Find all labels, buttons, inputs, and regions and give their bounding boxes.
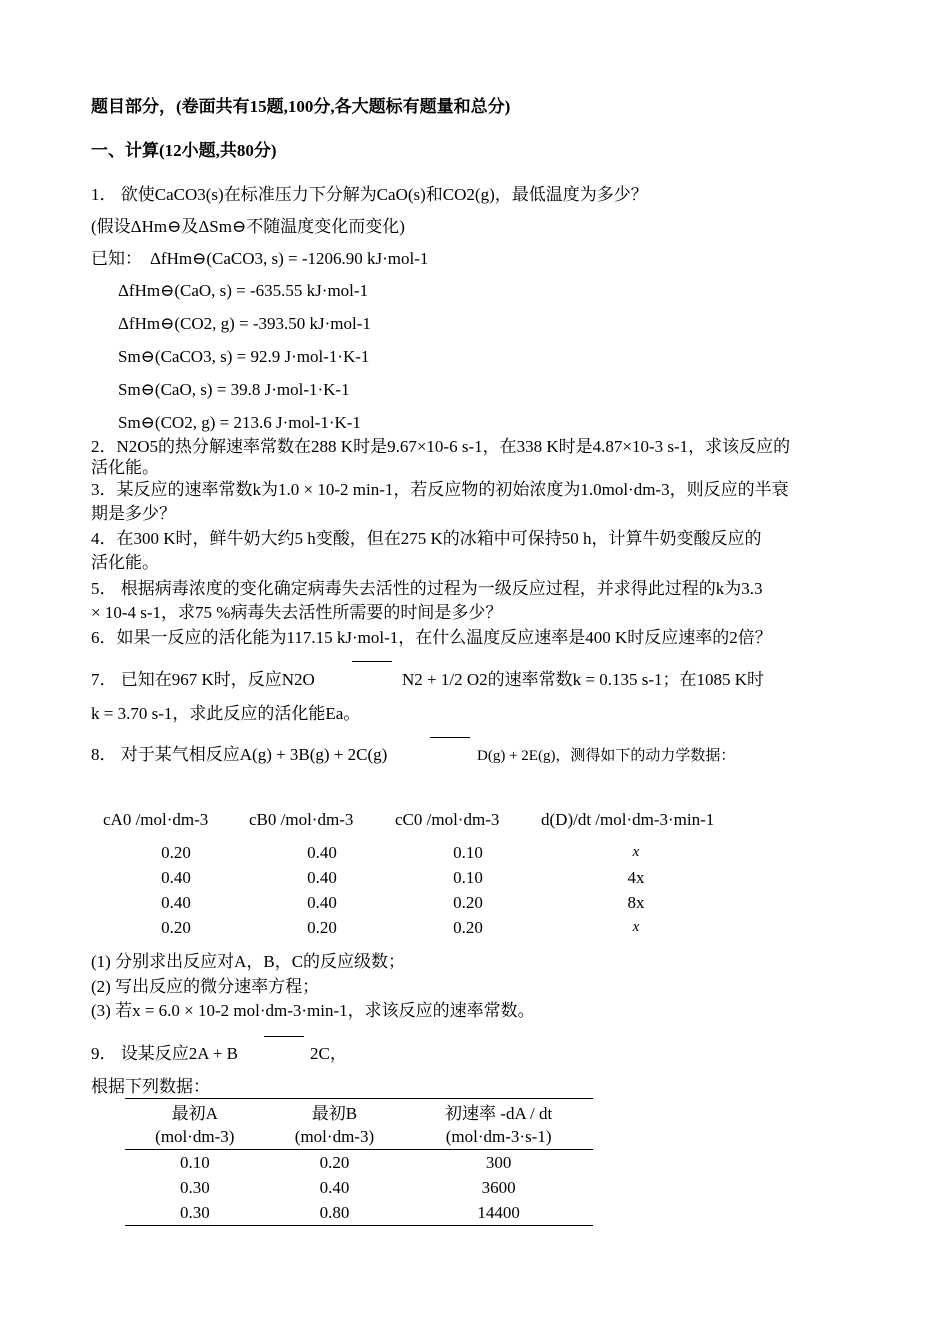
q3-line2: 期是多少？ — [91, 504, 176, 523]
table-cell: x — [632, 919, 640, 935]
table-cell: 0.30 — [179, 1177, 210, 1197]
q3-line1: 3．某反应的速率常数k为1.0 × 10-2 min-1，若反应物的初始浓度为1.0mol·dm-3，则反应的半衰 — [91, 480, 789, 499]
table-cell: 0.20 — [161, 842, 191, 862]
table-cell: 14400 — [477, 1202, 520, 1222]
q8-part1: (1) 分别求出反应对A，B，C的反应级数； — [91, 952, 406, 971]
table-cell: 0.20 — [319, 1152, 350, 1172]
q1-data-3: ΔfHm⊖(CO2, g) = -393.50 kJ·mol-1 — [118, 314, 371, 333]
table-cell: 0.20 — [453, 917, 483, 937]
table-cell: 8x — [627, 892, 645, 912]
q9-line1-b: 2C， — [310, 1044, 347, 1063]
table-cell: 0.40 — [307, 867, 337, 887]
col-unit: (mol·dm-3) — [125, 1124, 265, 1150]
kinetics-data-table — [103, 800, 731, 940]
table-cell: 0.80 — [319, 1202, 350, 1222]
initial-rate-table — [125, 1098, 593, 1226]
q7-line2: k = 3.70 s-1，求此反应的活化能Ea。 — [91, 704, 361, 723]
q2-line1: 2．N2O5的热分解速率常数在288 K时是9.67×10-6 s-1，在338 K时是4.87×10-3 s-1，求该反应的 — [91, 437, 791, 456]
col-header-rate: d(D)/dt /mol·dm-3·min-1 — [541, 810, 715, 829]
q1-data-1: ΔfHm⊖(CaCO3, s) = -1206.90 kJ·mol-1 — [150, 249, 429, 268]
table-cell: 0.40 — [161, 892, 191, 912]
table-cell: 0.40 — [161, 867, 191, 887]
q7-line1-a: 7． 已知在967 K时，反应N2O — [91, 670, 315, 689]
table-cell: 0.10 — [179, 1152, 210, 1172]
table-row — [125, 1175, 593, 1200]
col-header: 最初A — [171, 1104, 218, 1123]
q8-part3: (3) 若x = 6.0 × 10-2 mol·dm-3·min-1，求该反应的速率常数。 — [91, 1001, 535, 1020]
table-cell: 0.10 — [453, 842, 483, 862]
q9-line1-a: 9． 设某反应2A + B — [91, 1044, 239, 1063]
q1-data-2: ΔfHm⊖(CaO, s) = -635.55 kJ·mol-1 — [118, 281, 369, 300]
table-cell: 0.30 — [179, 1202, 210, 1222]
q1-line2: (假设ΔHm⊖及ΔSm⊖不随温度变化而变化) — [91, 217, 405, 236]
q5-line1: 5． 根据病毒浓度的变化确定病毒失去活性的过程为一级反应过程，并求得此过程的k为3.3 — [91, 579, 763, 598]
col-header: 初速率 -dA / dt — [445, 1104, 553, 1123]
q7-line1-b: N2 + 1/2 O2的速率常数k = 0.135 s-1；在1085 K时 — [402, 670, 765, 689]
col-header-ca: cA0 /mol·dm-3 — [103, 810, 209, 829]
table-cell: 3600 — [481, 1177, 516, 1197]
table-cell: 0.20 — [307, 917, 337, 937]
section-title: 一、计算(12小题,共80分) — [91, 141, 277, 160]
q8-line1-a: 8． 对于某气相反应A(g) + 3B(g) + 2C(g) — [91, 745, 388, 764]
q2-line2: 活化能。 — [91, 458, 159, 477]
q1-line1: 1． 欲使CaCO3(s)在标准压力下分解为CaO(s)和CO2(g)，最低温度为多少？ — [91, 185, 648, 204]
q1-data-4: Sm⊖(CaCO3, s) = 92.9 J·mol-1·K-1 — [118, 347, 370, 366]
table-cell: 0.40 — [307, 892, 337, 912]
q1-data-6: Sm⊖(CO2, g) = 213.6 J·mol-1·K-1 — [118, 413, 361, 432]
table-cell: 0.20 — [161, 917, 191, 937]
q9-line2: 根据下列数据： — [91, 1077, 210, 1096]
q1-known-label: 已知： — [91, 249, 142, 268]
table-row — [125, 1200, 593, 1226]
q4-line1: 4．在300 K时，鲜牛奶大约5 h变酸，但在275 K的冰箱中可保持50 h，计算牛奶变酸反应的 — [91, 529, 762, 548]
table-cell: 300 — [485, 1152, 512, 1172]
table-cell: 4x — [627, 867, 645, 887]
col-header-cc: cC0 /mol·dm-3 — [395, 810, 500, 829]
q8-part2: (2) 写出反应的微分速率方程； — [91, 977, 320, 996]
col-unit: (mol·dm-3) — [265, 1124, 405, 1150]
table-cell: 0.10 — [453, 867, 483, 887]
table-row — [125, 1150, 593, 1176]
table-cell: 0.20 — [453, 892, 483, 912]
table-cell: 0.40 — [307, 842, 337, 862]
exam-header: 题目部分，(卷面共有15题,100分,各大题标有题量和总分) — [91, 97, 511, 116]
col-unit: (mol·dm-3·s-1) — [404, 1124, 593, 1150]
q4-line2: 活化能。 — [91, 553, 159, 572]
q6-text: 6．如果一反应的活化能为117.15 kJ·mol-1，在什么温度反应速率是400 K时反应速率的2倍？ — [91, 628, 772, 647]
table-cell: x — [632, 844, 640, 860]
q8-line1-b: D(g) + 2E(g)，测得如下的动力学数据： — [477, 748, 736, 764]
q1-data-5: Sm⊖(CaO, s) = 39.8 J·mol-1·K-1 — [118, 380, 350, 399]
q5-line2: × 10-4 s-1，求75 %病毒失去活性所需要的时间是多少？ — [91, 603, 503, 622]
col-header-cb: cB0 /mol·dm-3 — [249, 810, 354, 829]
col-header: 最初B — [311, 1104, 358, 1123]
table-cell: 0.40 — [319, 1177, 350, 1197]
